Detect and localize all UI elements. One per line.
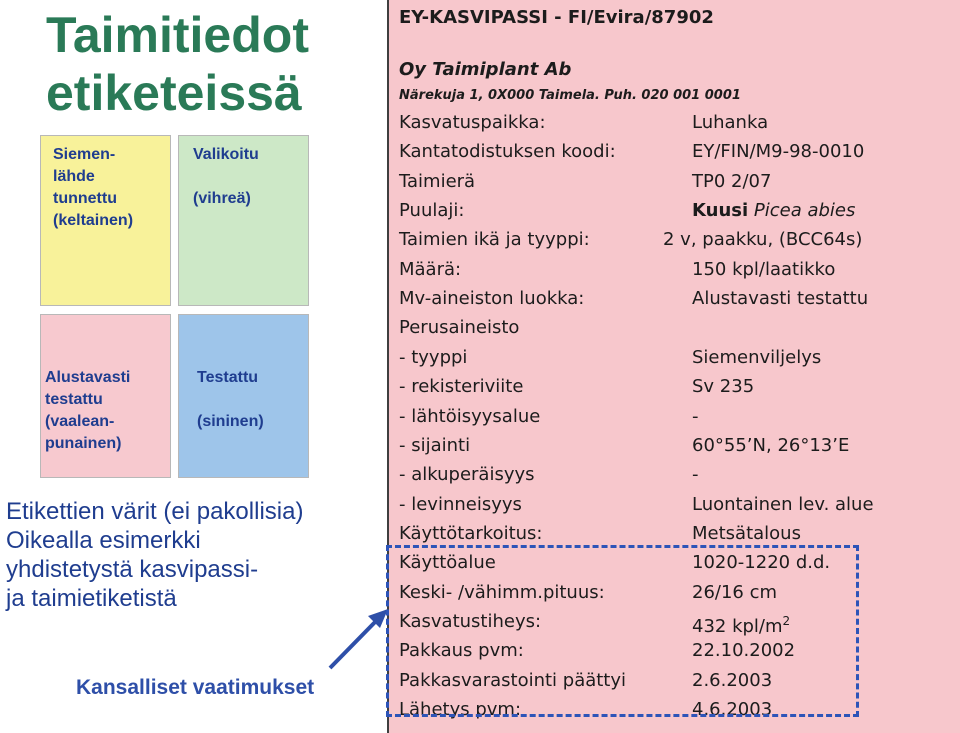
- label-row-key: - lähtöisyysalue: [399, 405, 541, 427]
- label-row-key: - tyyppi: [399, 346, 468, 368]
- label-row: [399, 460, 959, 489]
- label-row-value: Sv 235: [692, 376, 755, 398]
- label-row: [399, 137, 959, 166]
- label-row: [399, 255, 959, 284]
- color-box-text: Testattu (sininen): [197, 369, 264, 430]
- label-row-key: Perusaineisto: [399, 317, 520, 339]
- company-address: Närekuja 1, 0X000 Taimela. Puh. 020 001 0001: [399, 88, 741, 103]
- label-row-value: Alustavasti testattu: [692, 288, 869, 310]
- label-row-value: 4.6.2003: [692, 699, 773, 720]
- label-row: [399, 167, 959, 196]
- label-row: [399, 519, 959, 548]
- label-row-value: Kuusi Picea abies: [692, 200, 856, 222]
- label-row-key: Taimierä: [399, 170, 476, 192]
- label-row-value: 2.6.2003: [692, 669, 773, 691]
- label-row: [399, 490, 959, 519]
- label-row-value: 432 kpl/$m^2$: [692, 613, 791, 637]
- plant-passport-header: EY-KASVIPASSI - FI/Evira/87902: [399, 7, 714, 28]
- label-row-value: 1020-1220 d.d.: [692, 552, 831, 574]
- label-row-value: 60°55’N, 26°13’E: [692, 434, 850, 456]
- company-name: Oy Taimiplant Ab: [399, 59, 572, 80]
- label-row: [399, 402, 959, 431]
- label-row-key: Taimien ikä ja tyyppi:: [399, 229, 590, 251]
- label-row-key: Lähetys pvm:: [399, 699, 522, 720]
- label-row: [399, 343, 959, 372]
- label-row-key: Puulaji:: [399, 200, 465, 222]
- label-row: [399, 431, 959, 460]
- label-row-key: Pakkasvarastointi päättyi: [399, 669, 627, 691]
- national-requirements-box: [386, 545, 859, 717]
- label-row-value: EY/FIN/M9-98-0010: [692, 141, 865, 163]
- color-box-text: Alustavasti testattu (vaalean- punainen): [45, 369, 131, 452]
- description-text: Etikettien värit (ei pakollisia) Oikealla esimerkki yhdistetystä kasvipassi- ja taimietiketistä: [6, 498, 304, 612]
- label-row-key: - sijainti: [399, 434, 471, 456]
- label-row-key: - alkuperäisyys: [399, 464, 535, 486]
- label-row-key: Määrä:: [399, 258, 462, 280]
- label-row-value: -: [692, 464, 699, 486]
- label-row-key: Kasvatuspaikka:: [399, 112, 546, 133]
- label-row-value: 2 v, paakku, (BCC64s): [663, 229, 863, 251]
- label-row-key: Kantatodistuksen koodi:: [399, 141, 616, 163]
- label-row-key: - levinneisyys: [399, 493, 522, 515]
- label-row-key: Käyttöalue: [399, 552, 496, 574]
- label-row: [399, 372, 959, 401]
- label-row: [399, 108, 959, 137]
- label-row-value: Metsätalous: [692, 522, 801, 544]
- label-row-key: - rekisteriviite: [399, 376, 524, 398]
- page-title: Taimitiedot etiketeissä: [46, 7, 309, 121]
- label-row-value: Siemenviljelys: [692, 346, 822, 368]
- label-row: [399, 313, 959, 342]
- label-row-key: Pakkaus pvm:: [399, 640, 524, 662]
- label-row-value: 26/16 cm: [692, 581, 778, 603]
- label-row-value: 150 kpl/laatikko: [692, 258, 836, 280]
- label-row-value: -: [692, 405, 699, 427]
- label-row: [399, 284, 959, 313]
- label-row-key: Käyttötarkoitus:: [399, 522, 543, 544]
- label-row-value: TP0 2/07: [692, 170, 772, 192]
- label-row-key: Keski- /vähimm.pituus:: [399, 581, 605, 603]
- color-box-text: Valikoitu (vihreä): [193, 146, 259, 207]
- color-box-text: Siemen- lähde tunnettu (keltainen): [53, 146, 134, 229]
- label-row-value: Luontainen lev. alue: [692, 493, 874, 515]
- label-row: [399, 196, 959, 225]
- national-requirements-label: Kansalliset vaatimukset: [76, 676, 315, 699]
- label-row-key: Mv-aineiston luokka:: [399, 288, 585, 310]
- label-row-value: Luhanka: [692, 112, 769, 133]
- label-row-value: 22.10.2002: [692, 640, 796, 662]
- label-row-key: Kasvatustiheys:: [399, 610, 542, 632]
- label-row: [399, 225, 959, 254]
